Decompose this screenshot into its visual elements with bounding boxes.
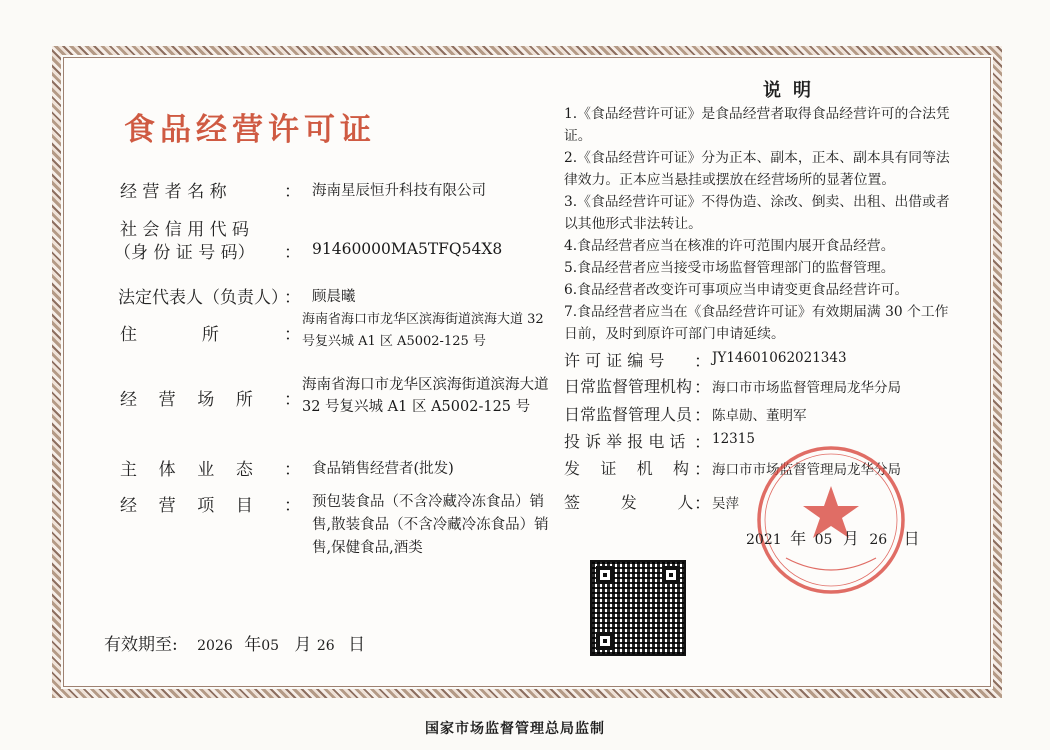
premises-label: 经 营 场 所	[120, 390, 253, 410]
year-char: 年	[244, 635, 262, 655]
validity-date	[104, 630, 365, 655]
issuing-authority-label: 发 证 机 构	[564, 459, 690, 478]
note-item: 6.食品经营者改变许可事项应当申请变更食品经营许可。	[564, 282, 909, 298]
validity-day: 26	[316, 638, 335, 654]
credit-code-label: 社 会 信 用 代 码	[120, 220, 250, 240]
certificate-title: 食品经营许可证	[124, 112, 376, 148]
issuing-authority-value: 海口市市场监督管理局龙华分局	[712, 462, 901, 478]
day-char: 日	[348, 635, 366, 655]
address-label: 住 所	[120, 325, 219, 345]
validity-month: 05	[261, 638, 280, 654]
colon: ：	[694, 433, 711, 453]
colon: ：	[284, 325, 301, 345]
operator-name-value: 海南星辰恒升科技有限公司	[312, 183, 486, 199]
supervisors-label: 日常监督管理人员	[564, 405, 693, 424]
month-char: 月	[842, 529, 859, 548]
license-number-label: 许 可 证 编 号	[564, 351, 665, 370]
day-char: 日	[903, 529, 920, 548]
colon: ：	[284, 496, 301, 516]
note-item: 3.《食品经营许可证》不得伪造、涂改、倒卖、出租、出借或者以其他形式非法转让。	[564, 194, 950, 232]
colon: ：	[694, 494, 711, 514]
legal-representative-value: 顾晨曦	[312, 289, 356, 305]
colon: ：	[284, 182, 301, 202]
id-number-label: （身 份 证 号 码）	[114, 243, 255, 263]
validity-year: 2026	[197, 638, 233, 654]
signer-value: 吴萍	[712, 496, 739, 512]
colon: ：	[284, 460, 301, 480]
notes-title: 说明	[763, 80, 823, 101]
supervisors-value: 陈卓勋、董明军	[712, 408, 807, 424]
colon: ：	[694, 406, 711, 426]
entity-type-value: 食品销售经营者(批发)	[312, 461, 454, 477]
colon: ：	[694, 460, 711, 480]
colon: ：	[694, 352, 711, 372]
supervisor-org-value: 海口市市场监督管理局龙华分局	[712, 380, 901, 396]
month-char: 月	[294, 635, 312, 655]
colon: ：	[694, 378, 711, 398]
business-scope-label: 经 营 项 目	[120, 496, 253, 516]
colon: ：	[284, 288, 301, 308]
year-char: 年	[790, 529, 807, 548]
credit-code-value: 91460000MA5TFQ54X8	[312, 240, 503, 258]
qr-finder	[662, 566, 680, 584]
official-seal	[746, 440, 916, 600]
footer-supervisor: 国家市场监督管理总局监制	[425, 721, 605, 737]
colon: ：	[284, 390, 301, 410]
note-item: 1.《食品经营许可证》是食品经营者取得食品经营许可的合法凭证。	[564, 106, 950, 144]
validity-label: 有效期至:	[104, 635, 178, 655]
supervisor-org-label: 日常监督管理机构	[564, 377, 693, 396]
issue-month: 05	[814, 532, 833, 548]
entity-type-label: 主 体 业 态	[120, 460, 253, 480]
premises-value: 海南省海口市龙华区滨海街道滨海大道 32 号复兴城 A1 区 A5002-125 号	[302, 377, 549, 415]
legal-representative-label: 法定代表人（负责人）	[118, 288, 288, 308]
qr-code	[590, 560, 686, 656]
hotline-label: 投 诉 举 报 电 话	[564, 432, 686, 451]
license-number-value: JY14601062021343	[712, 350, 847, 366]
qr-finder	[596, 632, 614, 650]
issue-date	[746, 526, 920, 549]
issue-year: 2021	[746, 532, 782, 548]
qr-finder	[596, 566, 614, 584]
business-scope-value: 预包装食品（不含冷藏冷冻食品）销售,散装食品（不含冷藏冷冻食品）销售,保健食品,酒类	[312, 494, 549, 556]
hotline-value: 12315	[712, 431, 755, 447]
address-value: 海南省海口市龙华区滨海街道滨海大道 32 号复兴城 A1 区 A5002-125 号	[302, 312, 544, 349]
colon: ：	[284, 243, 301, 263]
note-item: 4.食品经营者应当在核准的许可范围内展开食品经营。	[564, 238, 895, 254]
operator-name-label: 经 营 者 名 称	[120, 182, 227, 202]
note-item: 2.《食品经营许可证》分为正本、副本，正本、副本具有同等法律效力。正本应当悬挂或摆放在经营场所的显著位置。	[564, 150, 950, 188]
note-item: 7.食品经营者应当在《食品经营许可证》有效期届满 30 个工作日前，及时到原许可部门申请延续。	[564, 304, 949, 342]
signer-label: 签 发 人	[564, 493, 694, 512]
note-item: 5.食品经营者应当接受市场监督管理部门的监督管理。	[564, 260, 895, 276]
issue-day: 26	[869, 532, 888, 548]
